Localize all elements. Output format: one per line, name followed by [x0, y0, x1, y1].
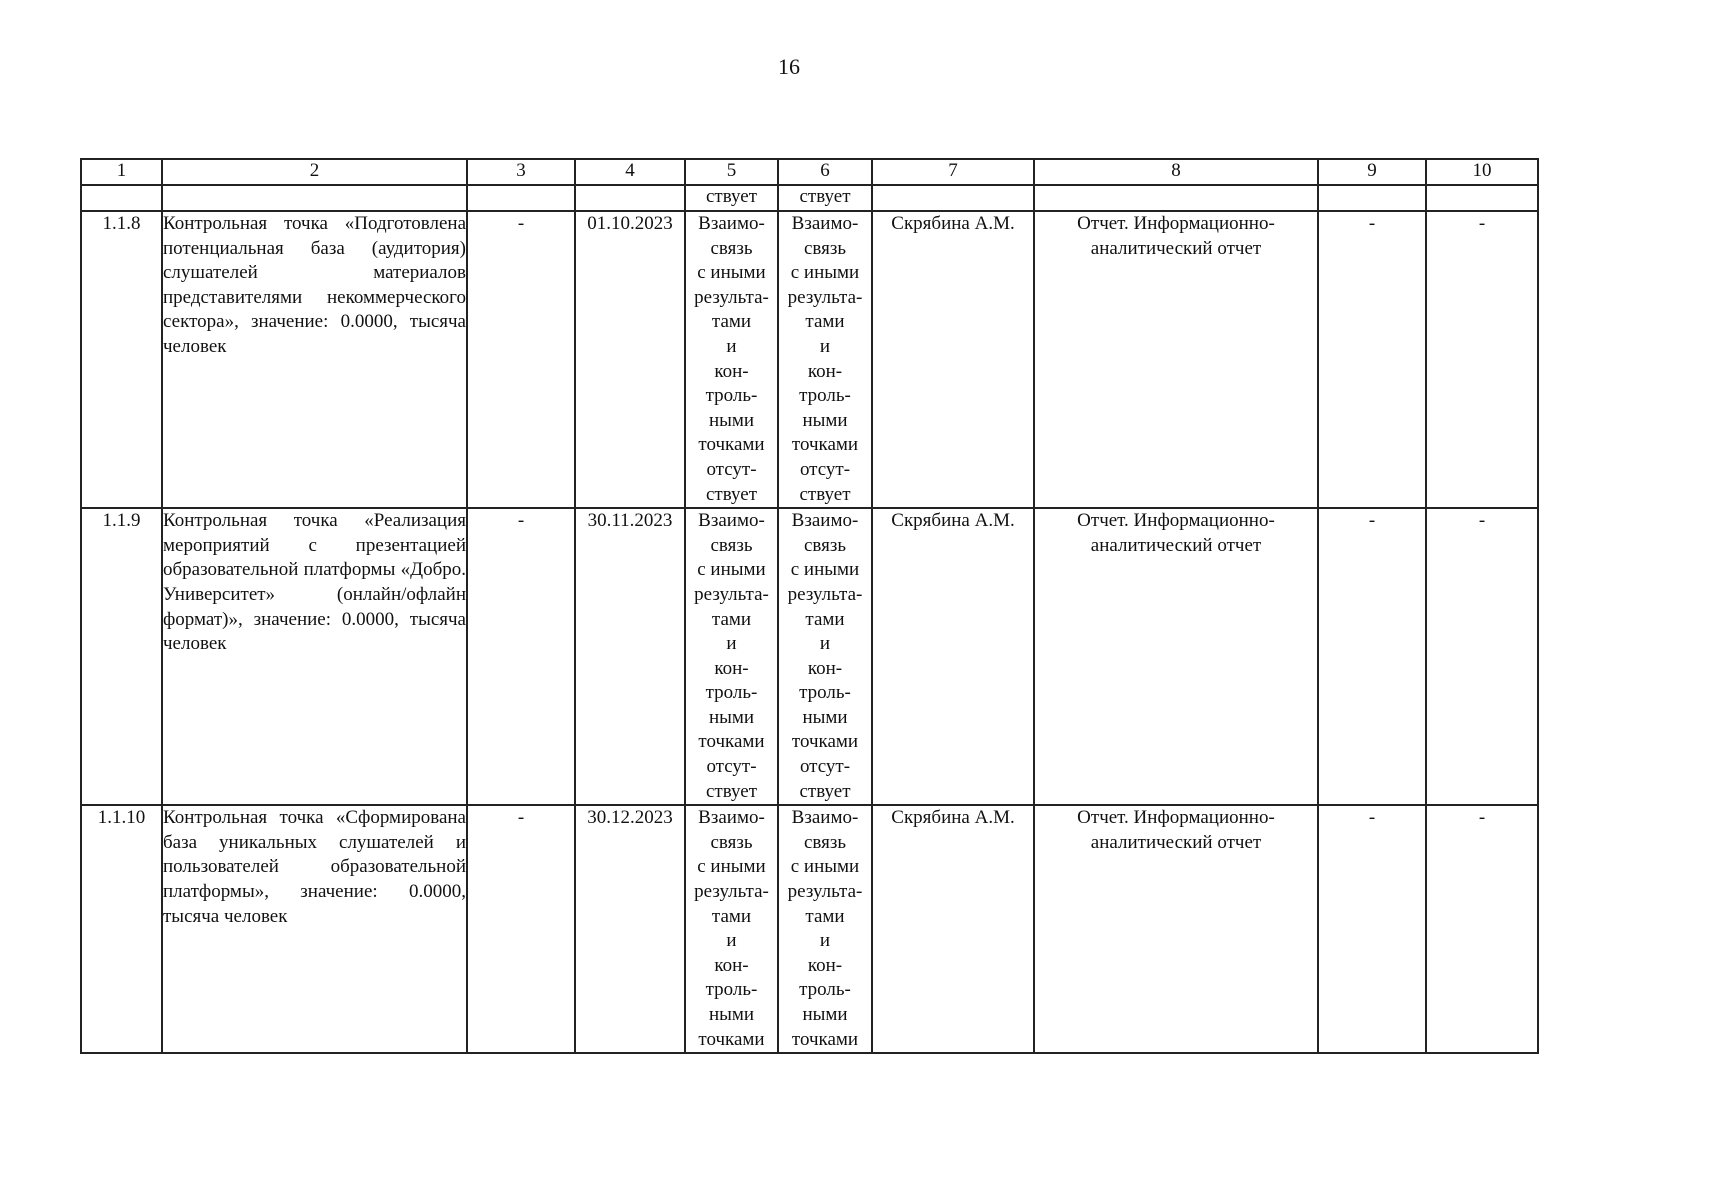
relation-col5	[685, 805, 778, 1053]
relation-text-line: ными	[802, 1004, 848, 1025]
relation-text-line: троль-	[705, 979, 758, 1001]
relation-text-line: с иными	[697, 856, 766, 878]
relation-text-line: отсут-	[799, 458, 851, 480]
control-point-description: Контрольная точка «Подготовлена потенциальная база (аудитория) слушателей материалов представителями некоммерческого сектора», значение: 0.0000, тысяча человек	[162, 211, 467, 508]
relation-text-line: точками	[698, 434, 765, 456]
relation-text-line: с иными	[790, 262, 860, 284]
page-number: 16	[778, 54, 800, 79]
relation-text-line: троль-	[799, 979, 851, 1001]
relation-text-line: Взаимо-	[698, 807, 765, 829]
relation-text-line: ствует	[799, 483, 851, 505]
relation-text-line: отсут-	[799, 756, 851, 778]
relation-text-line: троль-	[799, 682, 851, 704]
continuation-row	[81, 185, 1538, 211]
table-row	[81, 805, 1538, 1053]
responsible-person: Скрябина А.М.	[872, 211, 1034, 508]
relation-text-line: и	[726, 633, 737, 655]
control-point-description: Контрольная точка «Сформирована база уникальных слушателей и пользователей образовательной платформы», значение: 0.0000, тысяча человек	[162, 805, 467, 1053]
column-3-value: -	[467, 508, 575, 805]
relation-text-line: Взаимо-	[791, 807, 859, 829]
column-number: 3	[467, 159, 575, 185]
responsible-person: Скрябина А.М.	[872, 508, 1034, 805]
relation-text-line: Взаимо-	[698, 510, 765, 532]
relation-text-line: точками	[698, 731, 765, 753]
table-row	[81, 508, 1538, 805]
relation-text-line: связь	[803, 237, 847, 259]
relation-text-line: отсут-	[706, 756, 757, 778]
relation-text-line: результа-	[787, 881, 863, 903]
relation-col6	[778, 508, 872, 805]
relation-text-line: Взаимо-	[698, 213, 765, 234]
empty-cell	[1318, 185, 1426, 211]
column-3-value: -	[467, 805, 575, 1053]
relation-col6	[778, 805, 872, 1053]
relation-text-line: с иными	[790, 559, 860, 581]
column-number: 2	[162, 159, 467, 185]
document-type: Отчет. Информационно-аналитический отчет	[1034, 805, 1318, 1053]
relation-text-line: тами	[805, 311, 845, 333]
relation-text-line: ными	[708, 409, 755, 431]
relation-text-line: ствует	[705, 483, 758, 505]
relation-text-line: кон-	[807, 954, 843, 976]
relation-text-line: связь	[710, 534, 753, 556]
relation-text-line: кон-	[807, 657, 843, 679]
relation-text-line: с иными	[790, 856, 860, 878]
relation-text-line: и	[726, 930, 737, 952]
relation-text-line: связь	[710, 831, 753, 853]
relation-text-line: ными	[708, 1004, 755, 1025]
relation-text-line: тами	[711, 608, 752, 630]
deadline-date: 30.11.2023	[575, 508, 685, 805]
relation-text-line: точками	[698, 1028, 765, 1050]
relation-text-line: тами	[805, 608, 845, 630]
relation-text-line: результа-	[694, 881, 769, 903]
relation-text-line: отсут-	[706, 458, 757, 480]
column-number: 10	[1426, 159, 1538, 185]
relation-text-line: результа-	[787, 583, 863, 605]
column-number: 5	[685, 159, 778, 185]
relation-text-line: кон-	[807, 360, 843, 382]
relation-text-line: ствует	[705, 780, 758, 802]
relation-text-line: и	[819, 930, 831, 952]
plan-table	[80, 158, 1539, 1054]
row-number: 1.1.8	[81, 211, 162, 508]
relation-text-line: кон-	[714, 954, 749, 976]
column-number: 8	[1034, 159, 1318, 185]
relation-text-line: с иными	[697, 262, 766, 284]
relation-text-line: точками	[791, 434, 859, 456]
relation-text-line: Взаимо-	[791, 510, 859, 532]
relation-continuation: ствует	[778, 185, 872, 211]
relation-text-line: результа-	[694, 286, 769, 308]
relation-text-line: кон-	[714, 360, 749, 382]
relation-text-line: троль-	[705, 682, 758, 704]
relation-text-line: и	[819, 335, 831, 357]
relation-text-line: тами	[805, 905, 845, 927]
column-number: 9	[1318, 159, 1426, 185]
empty-cell	[1034, 185, 1318, 211]
relation-text-line: и	[726, 335, 737, 357]
column-9-value: -	[1318, 805, 1426, 1053]
column-10-value: -	[1426, 211, 1538, 508]
column-number: 7	[872, 159, 1034, 185]
empty-cell	[1426, 185, 1538, 211]
relation-text-line: ными	[802, 409, 848, 431]
column-9-value: -	[1318, 508, 1426, 805]
relation-text-line: тами	[711, 905, 752, 927]
empty-cell	[872, 185, 1034, 211]
deadline-date: 01.10.2023	[575, 211, 685, 508]
relation-text-line: Взаимо-	[791, 213, 859, 234]
column-10-value: -	[1426, 508, 1538, 805]
relation-text-line: ными	[802, 706, 848, 728]
column-10-value: -	[1426, 805, 1538, 1053]
relation-text-line: результа-	[694, 583, 769, 605]
row-number: 1.1.10	[81, 805, 162, 1053]
relation-text-line: точками	[791, 1028, 859, 1050]
document-type: Отчет. Информационно-аналитический отчет	[1034, 211, 1318, 508]
control-point-description: Контрольная точка «Реализация мероприятий с презентацией образовательной платформы «Добро. Университет» (онлайн/офлайн формат)», значение: 0.0000, тысяча человек	[162, 508, 467, 805]
relation-text-line: троль-	[705, 385, 758, 407]
relation-text-line: точками	[791, 731, 859, 753]
relation-col5	[685, 211, 778, 508]
column-9-value: -	[1318, 211, 1426, 508]
document-type: Отчет. Информационно-аналитический отчет	[1034, 508, 1318, 805]
empty-cell	[81, 185, 162, 211]
table-row	[81, 211, 1538, 508]
relation-text-line: ными	[708, 706, 755, 728]
empty-cell	[162, 185, 467, 211]
relation-text-line: троль-	[799, 385, 851, 407]
relation-text-line: связь	[710, 237, 753, 259]
relation-text-line: с иными	[697, 559, 766, 581]
relation-continuation: ствует	[685, 185, 778, 211]
column-3-value: -	[467, 211, 575, 508]
deadline-date: 30.12.2023	[575, 805, 685, 1053]
column-number-row	[81, 159, 1538, 185]
relation-text-line: результа-	[787, 286, 863, 308]
relation-text-line: и	[819, 633, 831, 655]
row-number: 1.1.9	[81, 508, 162, 805]
empty-cell	[575, 185, 685, 211]
relation-text-line: ствует	[799, 780, 851, 802]
relation-text-line: связь	[803, 534, 847, 556]
responsible-person: Скрябина А.М.	[872, 805, 1034, 1053]
column-number: 6	[778, 159, 872, 185]
relation-text-line: кон-	[714, 657, 749, 679]
empty-cell	[467, 185, 575, 211]
relation-col6	[778, 211, 872, 508]
column-number: 4	[575, 159, 685, 185]
relation-col5	[685, 508, 778, 805]
relation-text-line: тами	[711, 311, 752, 333]
relation-text-line: связь	[803, 831, 847, 853]
column-number: 1	[81, 159, 162, 185]
